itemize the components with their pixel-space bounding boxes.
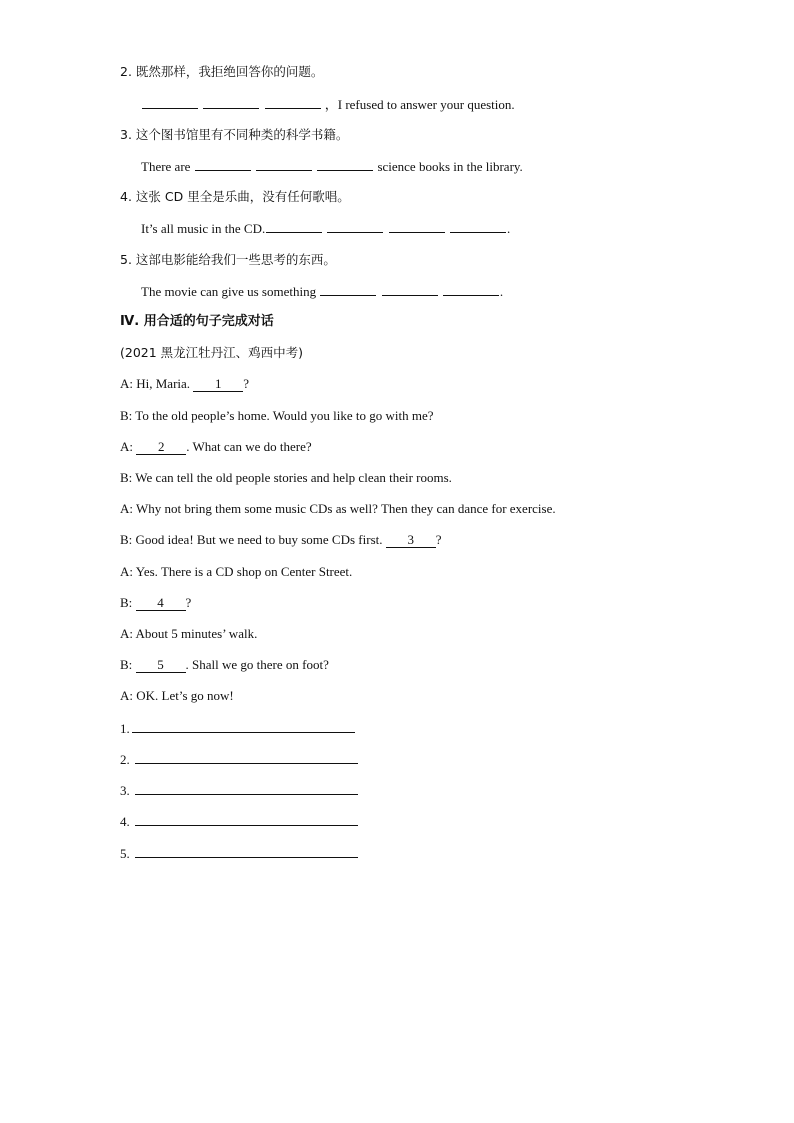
blank[interactable] (443, 282, 499, 296)
blank[interactable] (256, 157, 312, 171)
numbered-blank[interactable]: 5 (136, 657, 186, 673)
translation-item-4-cn: 4. 这张 CD 里全是乐曲，没有任何歌唱。 (120, 189, 350, 204)
blank[interactable] (317, 157, 373, 171)
dialogue-text: ? (435, 532, 442, 547)
dialogue-line: A: Yes. There is a CD shop on Center Street. (120, 564, 353, 579)
translation-item-5-en (141, 282, 503, 301)
blank[interactable] (266, 219, 322, 233)
dialogue-line: A: About 5 minutes’ walk. (120, 626, 258, 641)
dialogue-text: B: Good idea! But we need to buy some CDs first. (120, 532, 386, 547)
blank[interactable] (265, 95, 321, 109)
source-note: (2021 黑龙江牡丹江、鸡西中考) (120, 345, 304, 360)
answer-blank[interactable] (132, 718, 355, 733)
en-text: ，I refused to answer your question. (324, 97, 515, 112)
answer-line (120, 780, 358, 800)
numbered-blank[interactable]: 4 (136, 595, 186, 611)
dialogue-line (120, 438, 312, 456)
dialogue-text: . Shall we go there on foot? (185, 657, 329, 672)
answer-number: 2. (120, 752, 130, 767)
dialogue-line: A: OK. Let’s go now! (120, 688, 234, 703)
answer-line (120, 718, 355, 738)
translation-item-3-cn: 3. 这个图书馆里有不同种类的科学书籍。 (120, 127, 349, 142)
translation-item-2-cn: 2. 既然那样，我拒绝回答你的问题。 (120, 64, 324, 79)
en-text: There are (141, 159, 191, 174)
answer-number: 5. (120, 846, 130, 861)
dialogue-line: B: To the old people’s home. Would you like to go with me? (120, 408, 434, 423)
section-heading: Ⅳ. 用合适的句子完成对话 (120, 314, 274, 329)
blank[interactable] (327, 219, 383, 233)
en-text: The movie can give us something (141, 284, 317, 299)
dialogue-text: ? (185, 595, 192, 610)
answer-blank[interactable] (135, 843, 358, 858)
en-text: science books in the library. (377, 159, 523, 174)
en-text: . (499, 284, 504, 299)
blank[interactable] (389, 219, 445, 233)
answer-blank[interactable] (135, 780, 358, 795)
dialogue-text: ? (243, 376, 250, 391)
blank[interactable] (450, 219, 506, 233)
dialogue-line (120, 375, 249, 393)
answer-blank[interactable] (135, 749, 358, 764)
en-text: It’s all music in the CD. (141, 221, 266, 236)
blank[interactable] (195, 157, 251, 171)
answer-number: 1. (120, 721, 130, 736)
blank[interactable] (382, 282, 438, 296)
answer-number: 3. (120, 783, 130, 798)
dialogue-text: B: (120, 595, 136, 610)
answer-line (120, 811, 358, 831)
dialogue-line (120, 531, 442, 549)
numbered-blank[interactable]: 1 (193, 376, 243, 392)
dialogue-text: A: (120, 439, 137, 454)
dialogue-text: . What can we do there? (186, 439, 312, 454)
dialogue-text: A: Hi, Maria. (120, 376, 194, 391)
answer-number: 4. (120, 814, 130, 829)
answer-line (120, 749, 358, 769)
blank[interactable] (320, 282, 376, 296)
translation-item-5-cn: 5. 这部电影能给我们一些思考的东西。 (120, 252, 336, 267)
blank[interactable] (142, 95, 198, 109)
translation-item-3-en (141, 157, 523, 176)
answer-blank[interactable] (135, 811, 358, 826)
dialogue-text: B: (120, 657, 136, 672)
dialogue-line: A: Why not bring them some music CDs as well? Then they can dance for exercise. (120, 501, 556, 516)
dialogue-line (120, 594, 191, 612)
en-text: . (506, 221, 511, 236)
dialogue-line (120, 656, 329, 674)
translation-item-2-en (141, 95, 515, 114)
numbered-blank[interactable]: 2 (136, 439, 186, 455)
blank[interactable] (203, 95, 259, 109)
numbered-blank[interactable]: 3 (386, 532, 436, 548)
translation-item-4-en (141, 219, 510, 238)
dialogue-line: B: We can tell the old people stories and help clean their rooms. (120, 470, 452, 485)
answer-line (120, 843, 358, 863)
